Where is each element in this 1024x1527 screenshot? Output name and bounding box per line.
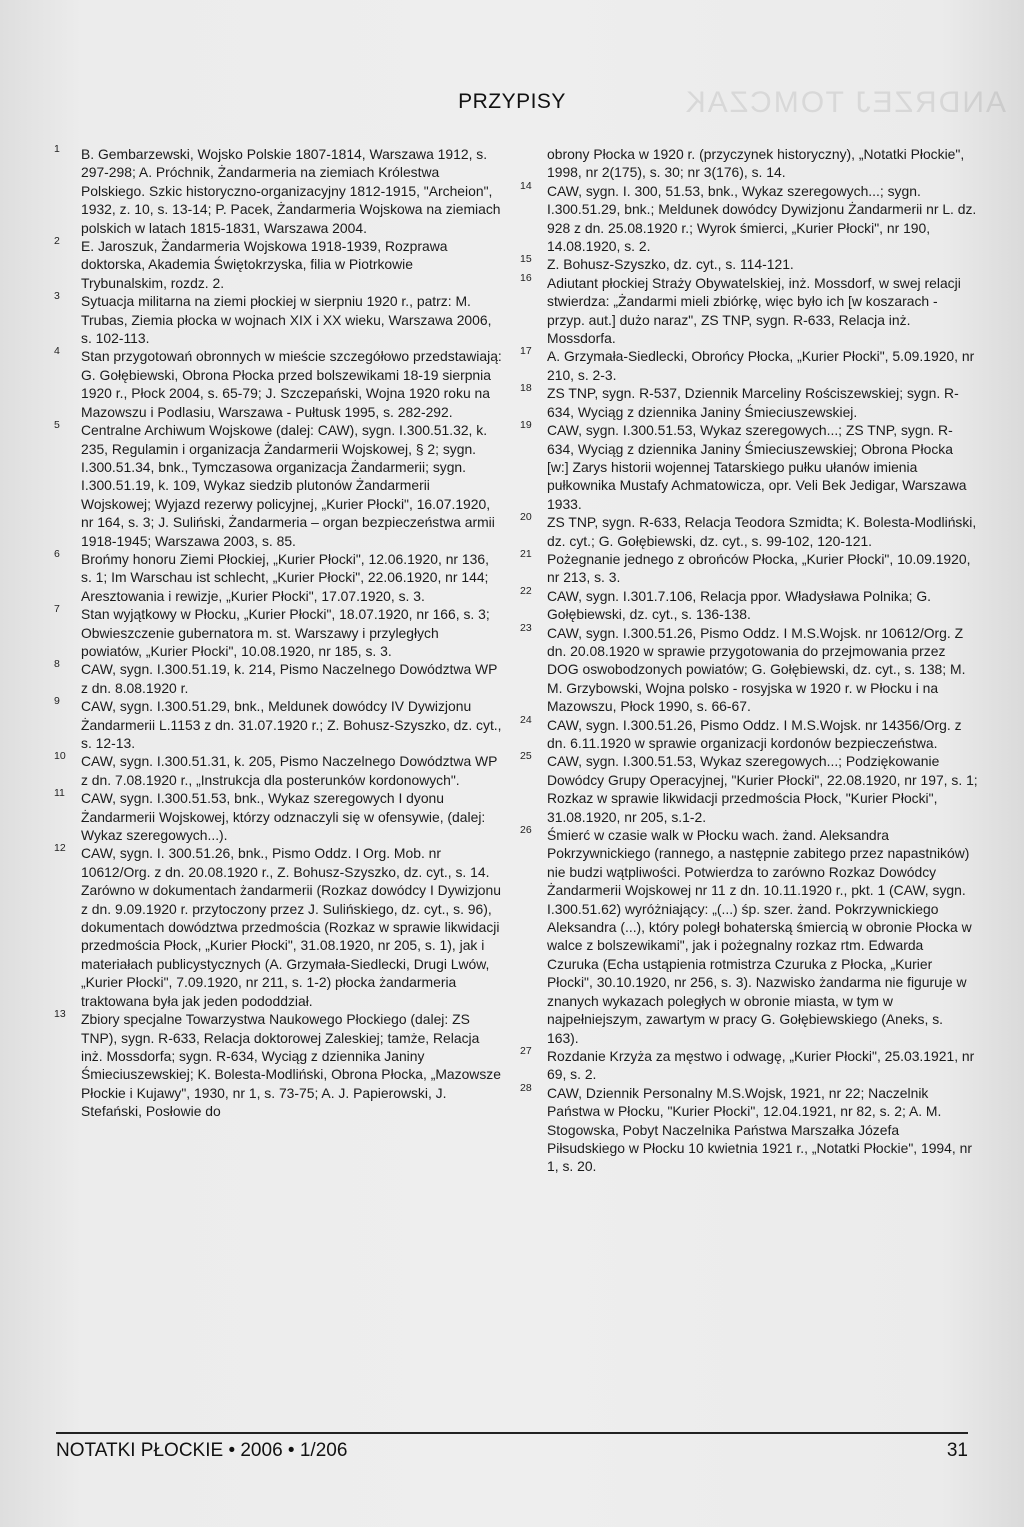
footnote (520, 752, 978, 826)
footnote-number: 11 (54, 787, 65, 800)
footnote-text: Pożegnanie jednego z obrońców Płocka, „Kurier Płocki", 10.09.1920, nr 213, s. 3. (547, 550, 971, 586)
footnote-number: 5 (54, 419, 60, 432)
footnote-number: 3 (54, 290, 60, 303)
footnote-text: CAW, sygn. I. 300, 51.53, bnk., Wykaz szeregowych...; sygn. I.300.51.29, bnk.; Meldunek dowódcy Dywizjonu Żandarmerii nr L. dz. 928 z dn. 25.08.1920 r.; Wyrok śmierci, „Kurier Płocki", nr 190, 14.08.1920, s. 2. (547, 182, 977, 255)
footnote-text: CAW, sygn. I.300.51.53, Wykaz szeregowych...; Podziękowanie Dowódcy Grupy Operacyjnej, "Kurier Płocki", 22.08.1920, nr 197, s. 1; Rozkaz w sprawie likwidacji przedmościa Płock, "Kurier Płocki", 31.08.1920, nr 205, s.1-2. (547, 753, 978, 825)
footnote-number: 20 (520, 511, 532, 524)
footnote (54, 844, 502, 1010)
footnote-number: 21 (520, 547, 532, 560)
footnote-number: 10 (54, 750, 66, 763)
footnote-text: ZS TNP, sygn. R-537, Dziennik Marceliny Rościszewskiej; sygn. R-634, Wyciąg z dziennika Janiny Śmieciuszewskiej. (547, 385, 959, 420)
footnote (520, 1081, 978, 1176)
footnote-text: Rozdanie Krzyża za męstwo i odwagę, „Kurier Płocki", 25.03.1921, nr 69, s. 2. (547, 1047, 975, 1083)
footnotes-right-column (520, 145, 978, 1176)
footnote (520, 384, 978, 421)
footnote-text: Stan przygotowań obronnych w mieście szczegółowo przedstawiają: G. Gołębiewski, Obrona Płocka przed bolszewikami 18-19 sierpnia 1920 r., Płock 2004, s. 65-79; J. Szczepański, Wojna 1920 roku na Mazowszu i Podlasiu, Warszawa - Pułtusk 1995, s. 282-292. (81, 348, 502, 420)
footnote (520, 145, 978, 182)
footnote-text: CAW, sygn. I.301.7.106, Relacja ppor. Władysława Polnika; G. Gołębiewski, dz. cyt., s. 136-138. (547, 587, 931, 623)
footnote (520, 713, 978, 753)
footnote-number: 2 (54, 235, 60, 248)
footnote-text: Zbiory specjalne Towarzystwa Naukowego Płockiego (dalej: ZS TNP), sygn. R-633, Relacja doktorowej Zaleskiej; tamże, Relacja inż. Mossdorfa; sygn. R-634, Wyciąg z dziennika Janiny Śmieciuszewskiej; K. Bolesta-Modliński, Obrona Płocka, „Mazowsze Płockie i Kujawy", 1930, nr 1, s. 73-75; A. J. Papierowski, J. Stefański, Posłowie do (81, 1011, 501, 1120)
footnote-number: 17 (520, 345, 532, 358)
footnote (520, 826, 978, 1047)
footnote-text: CAW, Dziennik Personalny M.S.Wojsk, 1921, nr 22; Naczelnik Państwa w Płocku, "Kurier Płocki", 12.04.1921, nr 82, s. 2; A. M. Stogowska, Pobyt Naczelnika Państwa Marszałka Józefa Piłsudskiego w Płocku 10 kwietnia 1921 r., „Notatki Płockie", 1994, nr 1, s. 20. (547, 1084, 972, 1175)
footnote (54, 789, 502, 844)
footnote-number: 6 (54, 547, 60, 560)
footnote-text: ZS TNP, sygn. R-633, Relacja Teodora Szmidta; K. Bolesta-Modliński, dz. cyt.; G. Gołębiewski, dz. cyt., s. 99-102, 120-121. (547, 514, 977, 549)
footnote-number: 7 (54, 603, 60, 616)
footnote-text: Centralne Archiwum Wojskowe (dalej: CAW), sygn. I.300.51.32, k. 235, Regulamin i organizacja Żandarmerii Wojskowej, § 2; sygn. I.300.51.34, bnk., Tymczasowa organizacja Żandarmerii; sygn. I.300.51.19, k. 109, Wykaz siedzib plutonów Żandarmerii Wojskowej; Wyjazd rezerwy policyjnej, „Kurier Płocki", 16.07.1920, nr 164, s. 3; J. Suliński, Żandarmeria – organ bezpieczeństwa armii 1918-1945; Warszawa 2003, s. 85. (81, 422, 495, 549)
footnote (520, 421, 978, 513)
footnote-number: 4 (54, 345, 60, 358)
footnote-text: CAW, sygn. I.300.51.29, bnk., Meldunek dowódcy IV Dywizjonu Żandarmerii L.1153 z dn. 31.07.1920 r.; Z. Bohusz-Szyszko, dz. cyt., s. 12-13. (81, 698, 502, 751)
footnote (520, 584, 978, 624)
footnote-number: 9 (54, 695, 60, 708)
footnote (520, 621, 978, 716)
footnote (54, 605, 502, 660)
footnote (54, 145, 502, 237)
footnote-text: CAW, sygn. I.300.51.26, Pismo Oddz. I M.S.Wojsk. nr 10612/Org. Z dn. 20.08.1920 w sprawie przygotowania do przejmowania przez DOG oswobodzonych powiatów; G. Gołębiewski, dz. cyt., s. 138; M. M. Grzybowski, Wojna polsko - rosyjska w 1920 r. w Płocku i na Mazowszu, Płock 1990, s. 66-67. (547, 624, 966, 715)
footnote-text: CAW, sygn. I.300.51.19, k. 214, Pismo Naczelnego Dowództwa WP z dn. 8.08.1920 r. (81, 661, 498, 696)
footnote-number: 24 (520, 713, 532, 726)
footnote-text: Adiutant płockiej Straży Obywatelskiej, inż. Mossdorf, w swej relacji stwierdza: „Żandarmi mieli zbiórkę, więc było ich [w koszarach - przyp. aut.] dużo naraz", ZS TNP, sygn. R-633, Relacja inż. Mossdorfa. (547, 274, 961, 347)
journal-name: NOTATKI PŁOCKIE • 2006 • 1/206 (56, 1440, 348, 1461)
footnote (520, 271, 978, 348)
footnote-text: A. Grzymała-Siedlecki, Obrońcy Płocka, „Kurier Płocki", 5.09.1920, nr 210, s. 2-3. (547, 348, 975, 383)
footnote (54, 292, 502, 347)
footnote-number: 22 (520, 584, 532, 597)
footnote-number: 25 (520, 750, 532, 763)
footnote-number: 27 (520, 1044, 532, 1057)
footnote-text: CAW, sygn. I.300.51.31, k. 205, Pismo Naczelnego Dowództwa WP z dn. 7.08.1920 r., „Instrukcja dla posterunków kordonowych". (81, 753, 498, 788)
footnote (54, 237, 502, 292)
footnote-number: 8 (54, 658, 60, 671)
footnote (520, 347, 978, 384)
footnote-text: Sytuacja militarna na ziemi płockiej w sierpniu 1920 r., patrz: M. Trubas, Ziemia płocka w wojnach XIX i XX wieku, Warszawa 2006, s. 102-113. (81, 293, 492, 347)
page-title: PRZYPISY (458, 90, 566, 113)
footnote-number: 1 (54, 143, 60, 155)
footnote (54, 347, 502, 421)
footnote-text: obrony Płocka w 1920 r. (przyczynek historyczny), „Notatki Płockie", 1998, nr 2(175), s. 30; nr 3(176), s. 14. (547, 146, 965, 181)
footnote-text: Stan wyjątkowy w Płocku, „Kurier Płocki", 18.07.1920, nr 166, s. 3; Obwieszczenie gubernatora m. st. Warszawy i przyległych powiatów, „Kurier Płocki", 10.08.1920, nr 185, s. 3. (81, 606, 490, 659)
footnote-text: CAW, sygn. I.300.51.26, Pismo Oddz. I M.S.Wojsk. nr 14356/Org. z dn. 6.11.1920 w sprawie organizacji kordonów bezpieczeństwa. (547, 716, 962, 751)
footnote (54, 1010, 502, 1120)
footnote-text: Śmierć w czasie walk w Płocku wach. żand. Aleksandra Pokrzywnickiego (rannego, a następnie zabitego przez napastników) nie budzi wątpliwości. Potwierdza to zarówno Rozkaz Dowódcy Żandarmerii Wojskowej nr 11 z dn. 10.11.1920 r., pkt. 1 (CAW, sygn. I.300.51.62) wyróżniający: „(...) śp. szer. żand. Pokrzywnickiego Aleksandra (...), który poległ bohaterską śmiercią w obronie Płocka w walce z bolszewikami", jak i pożegnalny rozkaz rtm. Edwarda Czuruka (Echa ustąpienia rotmistrza Czuruka z Płocka, „Kurier Płocki", 30.10.1920, nr 256, s. 3). Nazwisko żandarma nie figuruje w znanych wykazach poległych w obronie miasta, w tym w najpełniejszym, zawartym w pracy G. Gołębiewskiego (Aneks, s. 163). (547, 827, 972, 1046)
footnote-number: 19 (520, 419, 532, 432)
footnote-text: E. Jaroszuk, Żandarmeria Wojskowa 1918-1939, Rozprawa doktorska, Akademia Świętokrzyska, filia w Piotrkowie Trybunalskim, rozdz. 2. (81, 238, 448, 291)
footnote (520, 179, 978, 256)
footnote-number: 18 (520, 382, 532, 395)
footnote (54, 752, 502, 789)
footnote (520, 513, 978, 550)
footnote (54, 547, 502, 605)
footnote-text: CAW, sygn. I.300.51.53, bnk., Wykaz szeregowych I dyonu Żandarmerii Wojskowej, którzy odznaczyli się w ofensywie, (dalej: Wykaz szeregowych...). (81, 790, 486, 844)
footnote-number: 28 (520, 1081, 532, 1094)
footnote-text: CAW, sygn. I.300.51.53, Wykaz szeregowych...; ZS TNP, sygn. R-634, Wyciąg z dziennika Janiny Śmieciuszewskiej; Obrona Płocka [w:] Zarys historii wojennej Tatarskiego pułku ułanów imienia pułkownika Mustafy Achmatowicza, opr. Veli Bek Jedigar, Warszawa 1933. (547, 422, 967, 512)
footnote-text: Brońmy honoru Ziemi Płockiej, „Kurier Płocki", 12.06.1920, nr 136, s. 1; Im Warschau ist schlecht, „Kurier Płocki", 22.06.1920, nr 144; Aresztowania i rewizje, „Kurier Płocki", 17.07.1920, s. 3. (81, 550, 489, 604)
footnote (520, 255, 978, 273)
page-footer (56, 1432, 968, 1462)
footnote (520, 547, 978, 587)
footnotes-left-column (54, 145, 502, 1121)
page-number: 31 (946, 1440, 968, 1461)
footnote-number: 13 (54, 1008, 66, 1021)
footnote-number: 14 (520, 179, 532, 192)
footnote (54, 697, 502, 752)
footnote-text: B. Gembarzewski, Wojsko Polskie 1807-1814, Warszawa 1912, s. 297-298; A. Próchnik, Żandarmeria na ziemiach Królestwa Polskiego. Szkic historyczno-organizacyjny 1812-1915, "Archeion", 1932, z. 10, s. 13-14; P. Pacek, Żandarmeria Wojskowa na ziemiach polskich w latach 1815-1831, Warszawa 2004. (81, 146, 501, 236)
footnote-number: 23 (520, 621, 532, 634)
footnote (54, 421, 502, 550)
footnote-text: CAW, sygn. I. 300.51.26, bnk., Pismo Oddz. I Org. Mob. nr 10612/Org. z dn. 20.08.1920 r., Z. Bohusz-Szyszko, dz. cyt., s. 14. Zarówno w dokumentach żandarmerii (Rozkaz dowódcy I Dywizjonu z dn. 9.09.1920 r. przytoczony przez J. Sulińskiego, dz. cyt., s. 96), dokumentach dowództwa przedmościa (Rozkaz w sprawie likwidacji przedmościa Płock, „Kurier Płocki", 31.08.1920, nr 205, s. 1), jak i materiałach publicystycznych (A. Grzymała-Siedlecki, Drugi Lwów, „Kurier Płocki", 7.09.1920, nr 211, s. 1-2) płocka żandarmeria traktowana była jak jeden pododdział. (81, 845, 501, 1009)
footnote-text: Z. Bohusz-Szyszko, dz. cyt., s. 114-121. (547, 256, 794, 273)
footnote (520, 1044, 978, 1084)
footnote-number: 26 (520, 824, 532, 837)
footnote (54, 660, 502, 697)
footnote-number: 15 (520, 253, 532, 266)
footnote-number: 12 (54, 842, 66, 855)
footnote-number: 16 (520, 271, 532, 284)
bleed-through-text: ANDRZEJ TOMCZAK (683, 86, 1006, 119)
